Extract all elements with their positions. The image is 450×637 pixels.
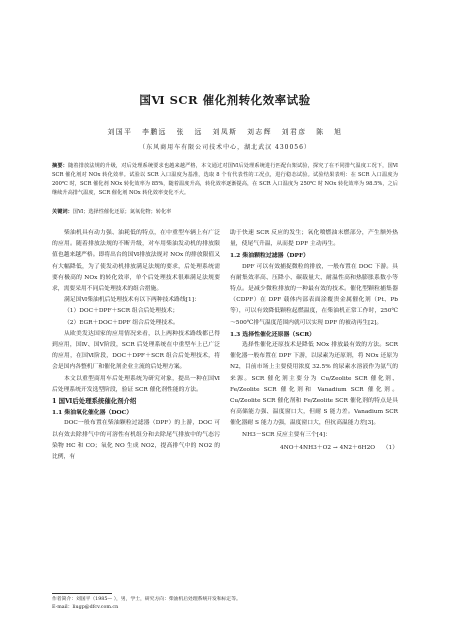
paragraph: DPF 可以有效捕捉微粒的排放，一般布置在 DOC 下游。具有耐集效率高、压降小、碳载量大、耐温性高和热膨胀系数小等特点。是减少微粒排放的一种最有效的技术。催化型颗粒捕集器（CDPF）在 DPF 载体内部表面涂覆贵金属催化剂（Pt、Pb 等），可以有效降低颗粒起燃温度，在柴油机正常工作时，250℃～500℃排气温度范围内就可以实现 DPF 的被动再生[2]。	[230, 263, 398, 326]
left-column	[52, 228, 220, 463]
paragraph: 满足国Ⅵ柴油机后处理技术有以下两种技术路线[1]：	[64, 297, 200, 304]
footnote	[52, 596, 398, 612]
equation-number: （1）	[382, 444, 398, 451]
author-list: 刘国平 李鹏远 张 远 刘凤斯 刘志辉 刘君彦 陈 旭	[107, 128, 343, 136]
footnote-author-bio: 作者简介：刘国平（1985— ），男，学士，研究方向：柴油机后处理系统开发和标定等。	[52, 597, 241, 602]
paragraph: 助于快速 SCR 反应的发生；氧化喷燃油末燃部分，产生额外热量，使尾气升温，从而提 DPF 主动再生。	[230, 230, 398, 248]
paragraph: DOC一般布置在柴油颗粒过滤器（DPF）的上游，DOC 可以有效去除排气中的可溶性有机组分和去除尾气排放中的气态污染物 HC 和 CO；氧化 NO 生成 NO2，提高排气中的 NO2 的比例，有	[52, 420, 220, 461]
paragraph: 本文以重型商用车后处理系统为研究对象，提出一种在国Ⅵ后处理系统开发选型阶段，验证 SCR 催化剂性能的方法。	[52, 375, 220, 393]
paragraph: 从欧美发达国家的应用情况来看，以上两种技术路线都已得到应用，国Ⅳ、国Ⅴ阶段，SCR 后处理系统在中重型车上已广泛的应用，在国Ⅵ阶段，DOC＋DPF＋SCR 组合后处理技术，将会是国内各整机厂和催化剂企业主流的后处理方案。	[52, 330, 220, 371]
subsection-heading: 1.2 柴油颗粒过滤器（DPF）	[230, 252, 310, 260]
subsection-heading: 1.3 选择性催化还原器（SCR）	[230, 330, 316, 338]
abstract	[52, 162, 398, 198]
abstract-text: 随着排放法规的升级，对后处理系统要求也越来越严格，本文通过对国Ⅵ后处理系统进行匹配台架试验，探究了在不同排气温度工况下，国Ⅵ SCR 催化剂对 NOx 转化效率。试验以 SCR 入口温度为基准，选取 8 个有代表性的工况点，进行稳态试验。试验结果表明：在 SCR 入口温度为 200℃ 时，SCR 催化剂 NOx 转化效率为 85%，随着温度升高，转化效率逐渐提高，在 SCR 入口温度为 250℃ 时 NOx 转化效率为 98.5%，之后继续升高排气温度，SCR 催化剂 NOx 转化效率变化不大。	[52, 163, 398, 196]
subsection-heading: 1.1 柴油氧化催化器（DOC）	[52, 409, 133, 417]
equation-text: 4NO＋4NH3＋O2 → 4N2＋6H2O	[280, 444, 376, 451]
paragraph: 柴油机具有动力强、油耗低的特点，在中重型车辆上有广泛的应用。随着排放法规的不断升级，对车用柴油发动机的排放限值也越来越严格。即将出台的国Ⅵ排放法规对 NOx 的排放限值又有大幅降低，为了使发动机排放满足法规的要求，后处理系统需要有极高的 NOx 的转化效率，单个后处理技术很难满足法规要求，需要采用不同后处理技术的组合措施。	[52, 230, 220, 293]
equation	[230, 443, 398, 454]
keywords	[52, 208, 398, 217]
abstract-label: 摘要：	[52, 163, 68, 169]
right-column	[230, 228, 398, 454]
keywords-text: 国Ⅵ；选择性催化还原；氮氧化物；转化率	[72, 209, 172, 215]
affiliation: （东风商用车有限公司技术中心，湖北武汉 430056）	[139, 144, 311, 151]
footnote-rule	[52, 593, 112, 594]
footnote-email: E-mail：liugp@dfcv.com.cn	[52, 605, 119, 610]
paper-title: 国Ⅵ SCR 催化剂转化效率试验	[139, 93, 311, 107]
section-heading: 1 国Ⅵ后处理系统催化剂介绍	[52, 397, 137, 406]
list-item: （1）DOC＋DPF＋SCR 组合后处理技术；	[64, 308, 179, 315]
paragraph: 选择性催化还原技术是降低 NOx 排放最有效的方法。SCR 催化器一般布置在 DPF 下游，以尿素为还原剂，将 NOx 还原为 N2，目前市场上主要使用浓度 32.5% 的尿素水溶液作为氨气的来源。SCR 催化剂主要分为 Cu/Zeolite SCR 催化剂、Fe/Zeolite SCR 催化剂和 Vanadium SCR 催化剂。Cu/Zeolite SCR 催化剂和 Fe/Zeolite SCR 催化剂的特点是具有高储能力强、温度窗口大，但耐 S 能力差。Vanadium SCR 催化器耐 S 能力力强，温度窗口大，但抗高温能力差[3]。	[230, 342, 398, 427]
list-item: （2）EGR＋DOC＋DPF 组合后处理技术。	[64, 319, 179, 326]
paragraph: NH3－SCR 反应主要有三个[4]：	[242, 431, 331, 438]
keywords-label: 关键词：	[52, 209, 73, 215]
